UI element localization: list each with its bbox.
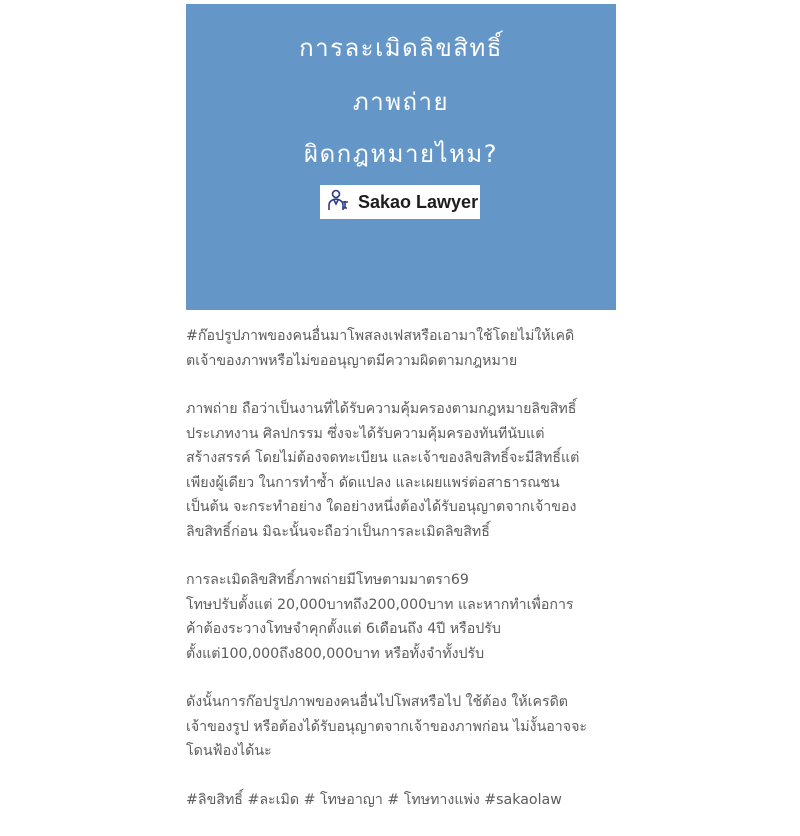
text-line: สร้างสรรค์ โดยไม่ต้องจดทะเบียน และเจ้าของลิขสิทธิ์จะมีสิทธิ์แต่ xyxy=(186,450,580,466)
text-line: #ก๊อปรูปภาพของคนอื่นมาโพสลงเฟสหรือเอามาใช้โดยไม่ให้เคดิ xyxy=(186,328,575,344)
text-line: การละเมิดลิขสิทธิ์ภาพถ่ายมีโทษตามมาตรา69 xyxy=(186,572,469,588)
text-line: ตั้งแต่100,000ถึง800,000บาท หรือทั้งจำทั้งปรับ xyxy=(186,645,485,662)
paragraph-1 xyxy=(186,324,616,373)
hashtag-line: #ลิขสิทธิ์ #ละเมิด # โทษอาญา # โทษทางแพ่ง #sakaolaw xyxy=(186,791,562,808)
text-line: ประเภทงาน ศิลปกรรม ซึ่งจะได้รับความคุ้มครองทันทีนับแต่ xyxy=(186,425,545,442)
lawyer-icon xyxy=(326,188,350,216)
banner-title-line-3: ผิดกฎหมายไหม? xyxy=(304,140,498,168)
text-line: ตเจ้าของภาพหรือไม่ขออนุญาตมีความผิดตามกฎหมาย xyxy=(186,352,518,369)
text-line: ดังนั้นการก๊อปรูปภาพของคนอื่นไปโพสหรือไป ใช้ต้อง ให้เครดิต xyxy=(186,694,568,710)
text-line: ลิขสิทธิ์ก่อน มิฉะนั้นจะถือว่าเป็นการละเมิดลิขสิทธิ์ xyxy=(186,523,490,540)
post-body xyxy=(186,310,616,812)
text-line: เป็นต้น จะกระทำอย่าง ใดอย่างหนึ่งต้องได้รับอนุญาตจากเจ้าของ xyxy=(186,499,577,515)
text-line: ค้าต้องระวางโทษจำคุกตั้งแต่ 6เดือนถึง 4ปี หรือปรับ xyxy=(186,621,501,637)
paragraph-4 xyxy=(186,690,616,764)
logo-text: Sakao Lawyer xyxy=(358,191,479,212)
logo xyxy=(320,185,480,219)
text-line: โทษปรับตั้งแต่ 20,000บาทถึง200,000บาท และหากทำเพื่อการ xyxy=(186,596,574,613)
banner-title-line-1: การละเมิดลิขสิทธิ์ xyxy=(299,34,503,62)
text-line: เจ้าของรูป หรือต้องได้รับอนุญาตจากเจ้าของภาพก่อน ไม่งั้นอาจจะ xyxy=(186,718,588,735)
banner-title-line-2: ภาพถ่าย xyxy=(352,88,450,116)
text-line: ภาพถ่าย ถือว่าเป็นงานที่ได้รับความคุ้มครองตามกฎหมายลิขสิทธิ์ xyxy=(186,401,577,417)
paragraph-3 xyxy=(186,568,616,666)
text-line: โดนฟ้องได้นะ xyxy=(186,743,272,759)
paragraph-2 xyxy=(186,397,616,544)
banner xyxy=(186,4,616,310)
text-line: เพียงผู้เดียว ในการทำซ้ำ ดัดแปลง และเผยแพร่ต่อสาธารณชน xyxy=(186,474,560,491)
post xyxy=(186,4,616,836)
